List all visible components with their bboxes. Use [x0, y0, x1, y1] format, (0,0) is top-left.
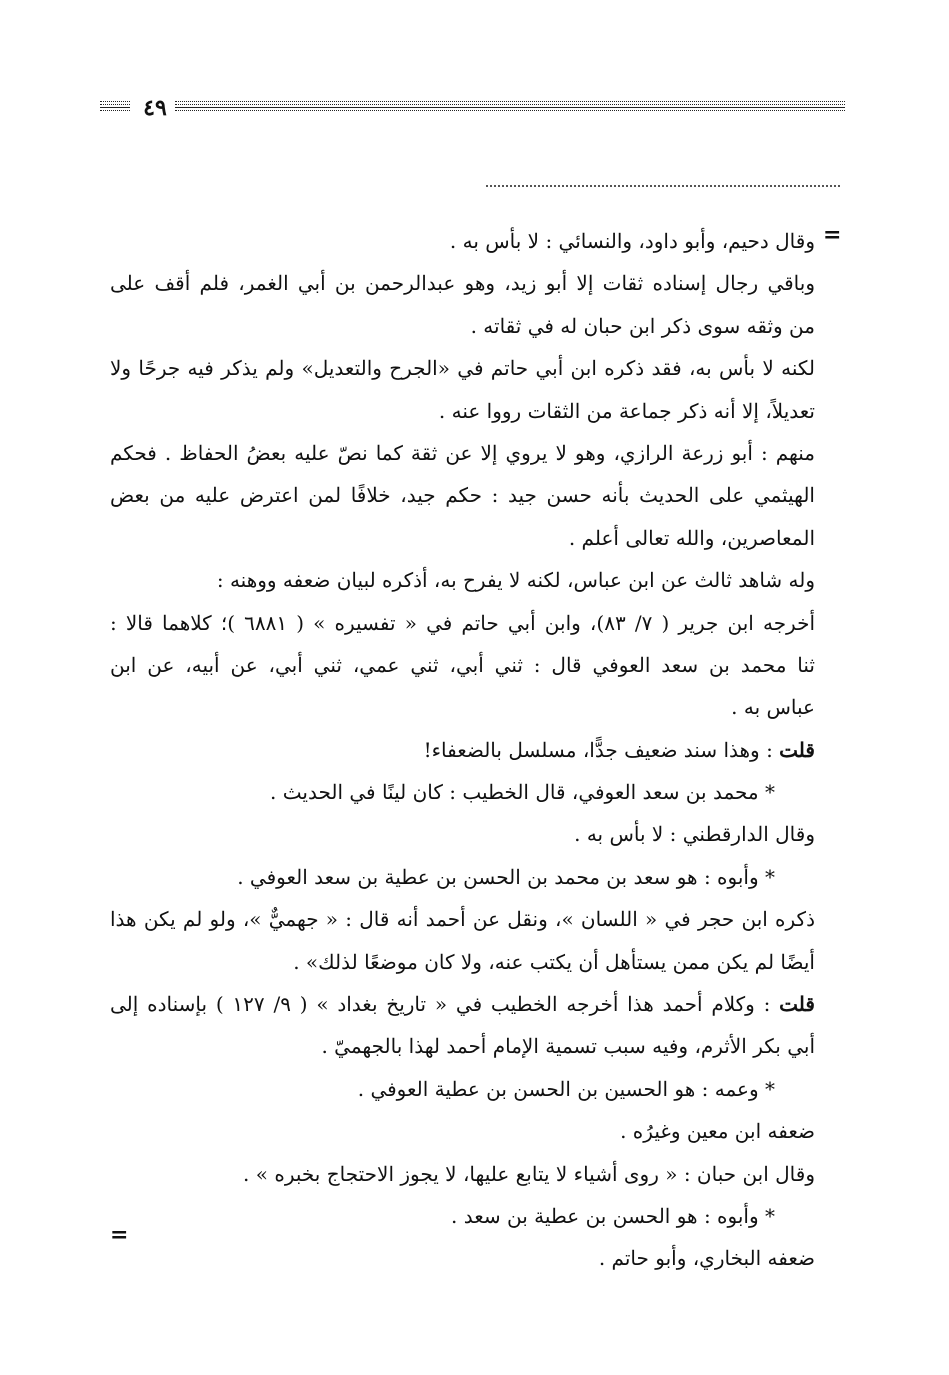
page-number: ٤٩	[143, 95, 167, 121]
footnote-line	[110, 305, 815, 347]
footnote-line	[110, 983, 815, 1025]
footnote-line	[110, 220, 815, 262]
page-header	[100, 95, 845, 125]
footnote-line	[110, 602, 815, 644]
footnote-line-text: منهم : أبو زرعة الرازي، وهو لا يروي إلا عن ثقة كما نصّ عليه بعضُ الحفاظ . فحكم	[110, 440, 815, 465]
footnote-line-text: أخرجه ابن جرير ( ٧/ ٨٣)، وابن أبي حاتم في « تفسيره » ( ٦٨٨١ )؛ كلاهما قالا :	[110, 610, 815, 635]
footnote-line	[110, 941, 815, 983]
footnote-line	[110, 517, 815, 559]
footnote-line	[110, 856, 815, 898]
footnote-line-text: ضعفه البخاري، وأبو حاتم .	[598, 1246, 815, 1271]
qultu-lead: قلت	[779, 992, 815, 1017]
header-rule-right	[175, 101, 845, 111]
footnote-line-text: لكنه لا بأس به، فقد ذكره ابن أبي حاتم في «الجرح والتعديل» ولم يذكر فيه جرحًا ولا	[110, 356, 815, 381]
footnote-line-text: أيضًا لم يكن ممن يستأهل أن يكتب عنه، ولا كان موضعًا لذلك» .	[293, 949, 815, 974]
footnote-line	[110, 1068, 815, 1110]
footnote-line-text: * محمد بن سعد العوفي، قال الخطيب : كان لينًا في الحديث .	[270, 780, 775, 805]
footnote-body	[110, 220, 815, 1280]
footnote-line	[110, 1153, 815, 1195]
continuation-mark-top: =	[823, 222, 842, 248]
footnote-line-text: : وهذا سند ضعيف جدًّا، مسلسل بالضعفاء!	[423, 737, 780, 762]
footnote-line-text: وباقي رجال إسناده ثقات إلا أبو زيد، وهو عبدالرحمن بن أبي الغمر، فلم أقف على	[110, 271, 815, 296]
footnote-line-text: وله شاهد ثالث عن ابن عباس، لكنه لا يفرح به، أذكره لبيان ضعفه ووهنه :	[216, 568, 815, 593]
footnote-line	[110, 1110, 815, 1152]
continuation-mark-bottom: =	[110, 1222, 129, 1248]
footnote-line	[110, 644, 815, 686]
footnote-line	[110, 474, 815, 516]
footnote-line	[110, 262, 815, 304]
footnote-line-text: * وأبوه : هو سعد بن محمد بن الحسن بن عطية بن سعد العوفي .	[237, 864, 775, 889]
footnote-line-text: : وكلام أحمد هذا أخرجه الخطيب في « تاريخ بغداد » ( ٩/ ١٢٧ ) بإسناده إلى	[110, 992, 780, 1017]
footnote-line-text: وقال ابن حبان : « روى أشياء لا يتابع عليها، لا يجوز الاحتجاج بخبره » .	[243, 1161, 815, 1186]
footnote-line	[110, 771, 815, 813]
qultu-lead: قلت	[779, 737, 815, 762]
footnote-line-text: من وثقه سوى ذكر ابن حبان له في ثقاته .	[470, 313, 815, 338]
footnote-line	[110, 898, 815, 940]
footnote-separator	[486, 185, 840, 187]
footnote-line	[110, 1237, 815, 1279]
footnote-line-text: * وعمه : هو الحسين بن الحسن بن عطية العوفي .	[357, 1076, 775, 1101]
footnote-line-text: وقال الدارقطني : لا بأس به .	[574, 822, 815, 847]
footnote-line	[110, 686, 815, 728]
footnote-line-text: * وأبوه : هو الحسن بن عطية بن سعد .	[451, 1203, 775, 1228]
footnote-line-text: ضعفه ابن معين وغيرُه .	[620, 1119, 815, 1144]
footnote-line	[110, 1195, 815, 1237]
footnote-line-text: أبي بكر الأثرم، وفيه سبب تسمية الإمام أحمد لهذا بالجهميّ .	[321, 1034, 815, 1059]
footnote-line-text: تعديلاً، إلا أنه ذكر جماعة من الثقات رووا عنه .	[438, 398, 815, 423]
footnote-line-text: عباس به .	[731, 695, 815, 720]
footnote-line	[110, 347, 815, 389]
footnote-line	[110, 559, 815, 601]
footnote-line-text: الهيثمي على الحديث بأنه حسن جيد : حكم جيد، خلافًا لمن اعترض عليه من بعض	[110, 483, 815, 508]
footnote-line	[110, 813, 815, 855]
footnote-line-text: ثنا محمد بن سعد العوفي قال : ثني أبي، ثني عمي، ثني أبي، عن أبيه، عن ابن	[110, 652, 815, 677]
footnote-line	[110, 432, 815, 474]
footnote-line-text: وقال دحيم، وأبو داود، والنسائي : لا بأس به .	[449, 229, 815, 253]
footnote-line-text: المعاصرين، والله تعالى أعلم .	[568, 525, 815, 550]
footnote-line	[110, 1025, 815, 1067]
header-rule-left	[100, 101, 130, 111]
footnote-line	[110, 390, 815, 432]
footnote-line-text: ذكره ابن حجر في « اللسان »، ونقل عن أحمد أنه قال : « جهميٌّ »، ولو لم يكن هذا	[110, 907, 815, 932]
footnote-line	[110, 729, 815, 771]
